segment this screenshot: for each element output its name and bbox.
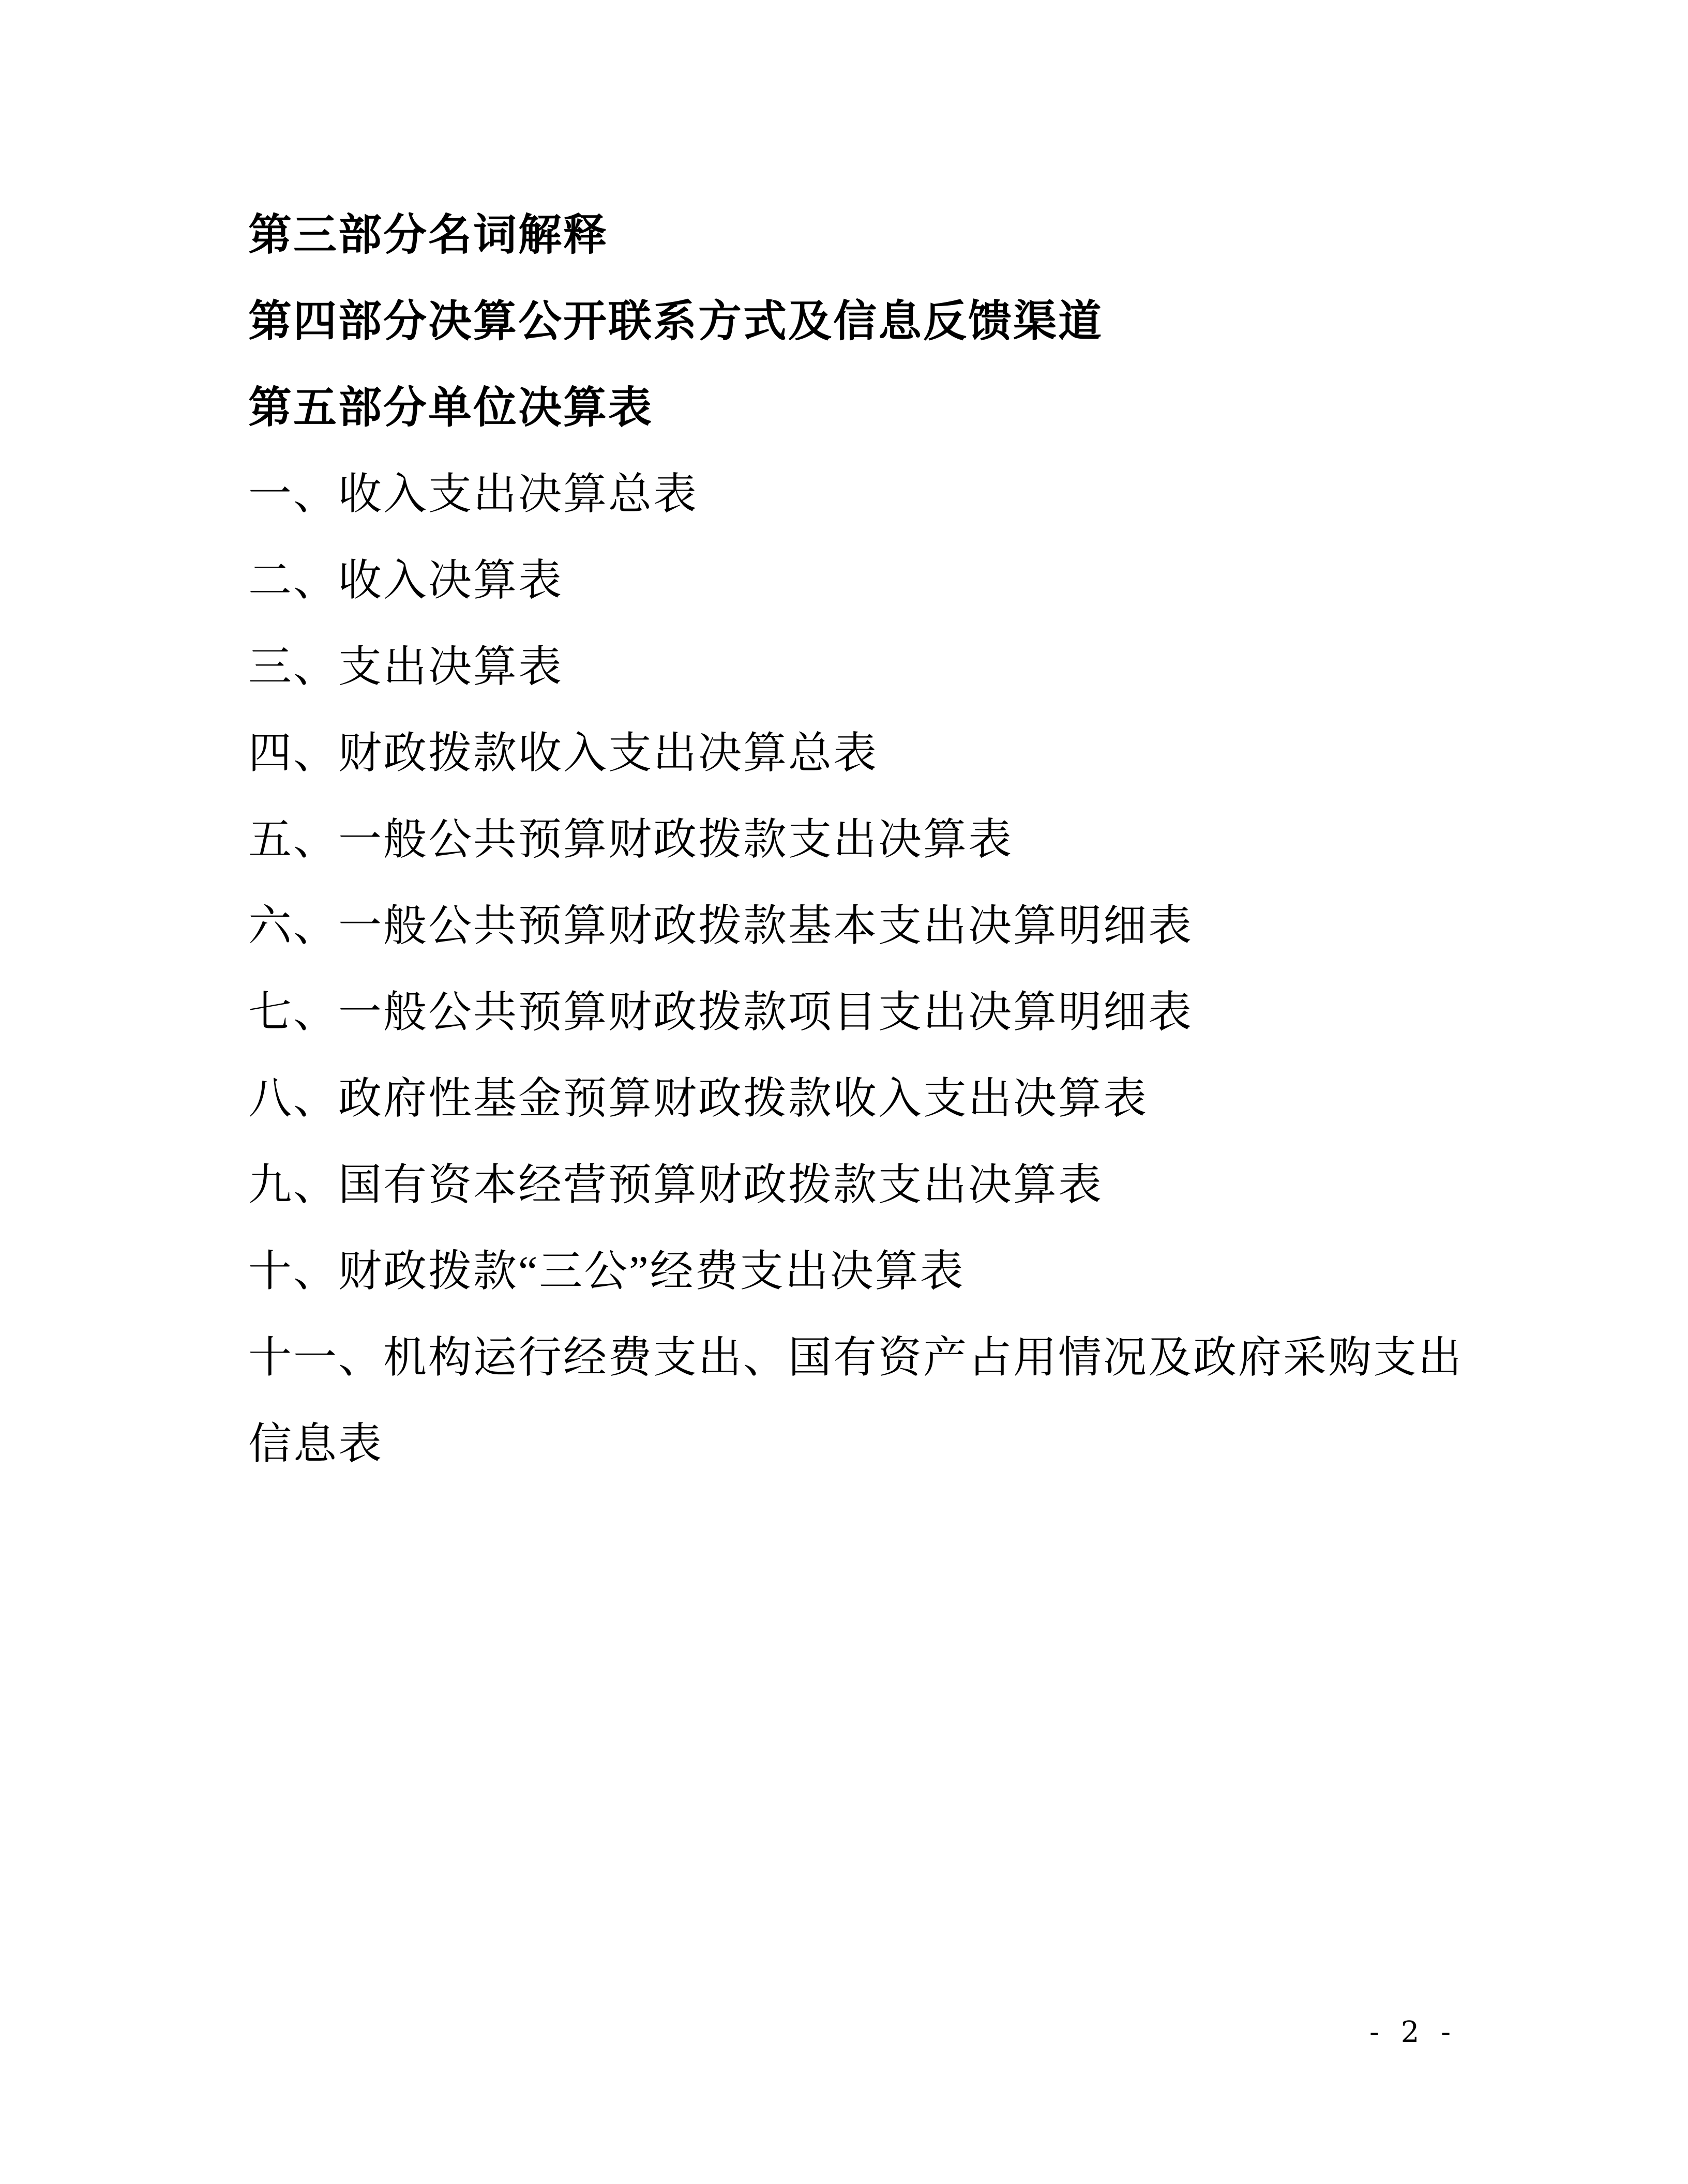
toc-item-2: 二、收入决算表 — [248, 557, 564, 605]
toc-item-10: 十、财政拨款“三公”经费支出决算表 — [248, 1248, 965, 1296]
toc-heading-part-4: 第四部分决算公开联系方式及信息反馈渠道 — [248, 297, 1104, 345]
toc-item-6: 六、一般公共预算财政拨款基本支出决算明细表 — [248, 902, 1194, 950]
toc-item-8: 八、政府性基金预算财政拨款收入支出决算表 — [248, 1075, 1149, 1123]
toc-heading-part-3: 第三部分名词解释 — [248, 210, 609, 259]
toc-item-3: 三、支出决算表 — [248, 643, 564, 691]
toc-item-1: 一、收入支出决算总表 — [248, 471, 699, 519]
toc-item-9: 九、国有资本经营预算财政拨款支出决算表 — [248, 1161, 1104, 1209]
toc-item-4: 四、财政拨款收入支出决算总表 — [248, 730, 879, 778]
toc-item-7: 七、一般公共预算财政拨款项目支出决算明细表 — [248, 989, 1194, 1037]
page-number: - 2 - — [1369, 2015, 1457, 2049]
toc-item-11: 十一、机构运行经费支出、国有资产占用情况及政府采购支出 — [248, 1334, 1464, 1382]
toc-heading-part-5: 第五部分单位决算表 — [248, 383, 654, 432]
toc-item-11-continuation: 信息表 — [248, 1420, 384, 1468]
toc-item-5: 五、一般公共预算财政拨款支出决算表 — [248, 816, 1014, 864]
table-of-contents — [248, 188, 1500, 1483]
